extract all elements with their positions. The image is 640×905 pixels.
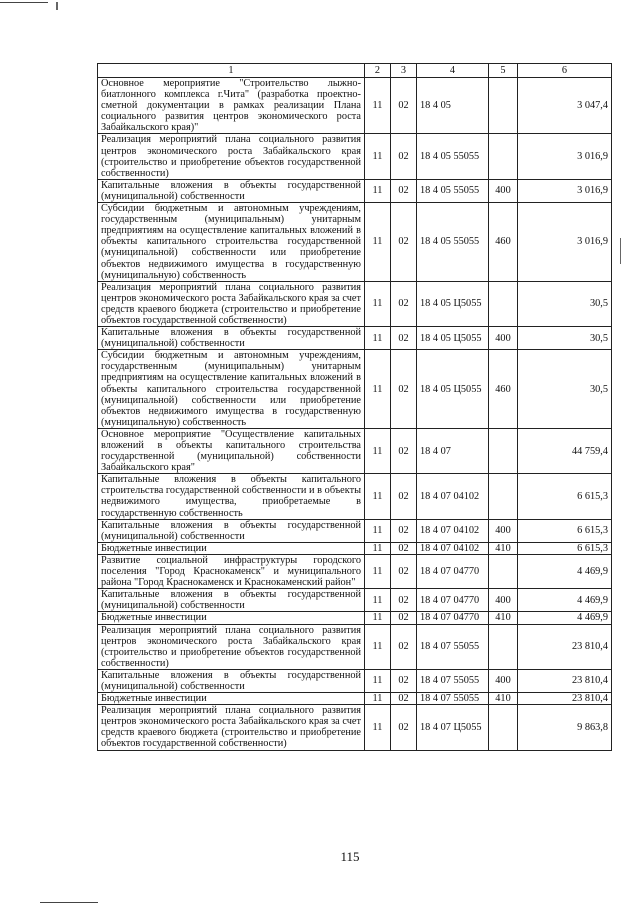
table-row — [98, 281, 612, 326]
row-section-cell: 11 — [365, 428, 391, 473]
row-expense-type-cell — [489, 474, 518, 519]
table-row — [98, 693, 612, 705]
row-section-cell: 11 — [365, 554, 391, 588]
row-expense-type-cell: 460 — [489, 350, 518, 429]
row-subsection-cell: 02 — [391, 327, 417, 350]
table-row — [98, 179, 612, 202]
row-name-cell: Капитальные вложения в объекты государственной (муниципальной) собственности — [98, 327, 365, 350]
row-amount-cell: 3 047,4 — [518, 78, 612, 134]
header-col-3: 3 — [391, 64, 417, 78]
row-expense-type-cell — [489, 134, 518, 179]
row-amount-cell: 44 759,4 — [518, 428, 612, 473]
row-target-code-cell: 18 4 07 04102 — [417, 474, 489, 519]
row-section-cell: 11 — [365, 350, 391, 429]
row-amount-cell: 23 810,4 — [518, 693, 612, 705]
table-row — [98, 519, 612, 542]
table-row — [98, 78, 612, 134]
table-header-row — [98, 64, 612, 78]
row-section-cell: 11 — [365, 612, 391, 624]
row-name-cell: Субсидии бюджетным и автономным учреждениям, государственным (муниципальным) унитарным предприятиям на осуществление капитальных вложений в объекты капитального строительства государственной (муниципальной) собственности или приобретение объектов недвижимого имущества в государственную (муниципальную) собственность — [98, 203, 365, 282]
header-col-2: 2 — [365, 64, 391, 78]
table-row — [98, 134, 612, 179]
header-col-1: 1 — [98, 64, 365, 78]
row-subsection-cell: 02 — [391, 705, 417, 750]
row-amount-cell: 4 469,9 — [518, 589, 612, 612]
row-amount-cell: 3 016,9 — [518, 134, 612, 179]
row-name-cell: Капитальные вложения в объекты государственной (муниципальной) собственности — [98, 519, 365, 542]
table-row — [98, 669, 612, 692]
header-col-4: 4 — [417, 64, 489, 78]
page-number: 115 — [340, 849, 360, 864]
row-expense-type-cell: 400 — [489, 327, 518, 350]
table-row — [98, 327, 612, 350]
row-section-cell: 11 — [365, 78, 391, 134]
row-subsection-cell: 02 — [391, 612, 417, 624]
row-expense-type-cell — [489, 428, 518, 473]
table-row — [98, 612, 612, 624]
row-subsection-cell: 02 — [391, 78, 417, 134]
row-target-code-cell: 18 4 07 04102 — [417, 542, 489, 554]
row-subsection-cell: 02 — [391, 350, 417, 429]
row-section-cell: 11 — [365, 624, 391, 669]
row-target-code-cell: 18 4 05 55055 — [417, 134, 489, 179]
row-subsection-cell: 02 — [391, 589, 417, 612]
scan-edge-mark — [0, 2, 48, 3]
row-name-cell: Капитальные вложения в объекты государственной (муниципальной) собственности — [98, 589, 365, 612]
scan-edge-mark — [56, 2, 58, 10]
row-expense-type-cell: 400 — [489, 589, 518, 612]
row-target-code-cell: 18 4 07 Ц5055 — [417, 705, 489, 750]
row-target-code-cell: 18 4 05 Ц5055 — [417, 327, 489, 350]
row-target-code-cell: 18 4 05 Ц5055 — [417, 350, 489, 429]
row-name-cell: Бюджетные инвестиции — [98, 542, 365, 554]
table-row — [98, 350, 612, 429]
row-subsection-cell: 02 — [391, 134, 417, 179]
row-name-cell: Бюджетные инвестиции — [98, 612, 365, 624]
row-name-cell: Основное мероприятие "Строительство лыжно-биатлонного комплекса г.Чита" (разработка проектно-сметной документации в рамках реализации Плана социального развития центров экономического роста Забайкальского края)" — [98, 78, 365, 134]
row-amount-cell: 3 016,9 — [518, 179, 612, 202]
table-row — [98, 705, 612, 750]
row-section-cell: 11 — [365, 134, 391, 179]
row-expense-type-cell — [489, 554, 518, 588]
row-subsection-cell: 02 — [391, 428, 417, 473]
row-expense-type-cell: 460 — [489, 203, 518, 282]
row-amount-cell: 4 469,9 — [518, 612, 612, 624]
row-amount-cell: 6 615,3 — [518, 542, 612, 554]
row-target-code-cell: 18 4 07 55055 — [417, 669, 489, 692]
header-col-5: 5 — [489, 64, 518, 78]
row-target-code-cell: 18 4 07 04770 — [417, 612, 489, 624]
row-name-cell: Реализация мероприятий плана социального развития центров экономического роста Забайкальского края за счет средств краевого бюджета (строительство и приобретение объектов государственной собственности) — [98, 705, 365, 750]
row-target-code-cell: 18 4 07 04770 — [417, 554, 489, 588]
row-subsection-cell: 02 — [391, 474, 417, 519]
table-row — [98, 624, 612, 669]
row-target-code-cell: 18 4 05 55055 — [417, 179, 489, 202]
row-amount-cell: 30,5 — [518, 327, 612, 350]
row-section-cell: 11 — [365, 542, 391, 554]
row-subsection-cell: 02 — [391, 519, 417, 542]
row-target-code-cell: 18 4 07 55055 — [417, 624, 489, 669]
row-name-cell: Реализация мероприятий плана социального развития центров экономического роста Забайкальского края за счет средств краевого бюджета (строительство и приобретение объектов государственной собственности) — [98, 281, 365, 326]
row-section-cell: 11 — [365, 693, 391, 705]
row-expense-type-cell: 410 — [489, 542, 518, 554]
row-subsection-cell: 02 — [391, 693, 417, 705]
row-amount-cell: 6 615,3 — [518, 474, 612, 519]
row-target-code-cell: 18 4 07 04102 — [417, 519, 489, 542]
table-row — [98, 203, 612, 282]
row-section-cell: 11 — [365, 669, 391, 692]
row-amount-cell: 23 810,4 — [518, 669, 612, 692]
row-section-cell: 11 — [365, 589, 391, 612]
row-section-cell: 11 — [365, 203, 391, 282]
row-expense-type-cell — [489, 281, 518, 326]
row-amount-cell: 30,5 — [518, 350, 612, 429]
row-name-cell: Реализация мероприятий плана социального развития центров экономического роста Забайкальского края (строительство и приобретение объектов государственной собственности) — [98, 624, 365, 669]
row-name-cell: Бюджетные инвестиции — [98, 693, 365, 705]
row-section-cell: 11 — [365, 179, 391, 202]
row-subsection-cell: 02 — [391, 542, 417, 554]
scan-edge-mark — [620, 238, 621, 264]
row-amount-cell: 3 016,9 — [518, 203, 612, 282]
row-subsection-cell: 02 — [391, 669, 417, 692]
row-subsection-cell: 02 — [391, 554, 417, 588]
row-amount-cell: 4 469,9 — [518, 554, 612, 588]
row-expense-type-cell: 400 — [489, 519, 518, 542]
row-expense-type-cell — [489, 705, 518, 750]
table-row — [98, 589, 612, 612]
row-subsection-cell: 02 — [391, 624, 417, 669]
row-target-code-cell: 18 4 07 — [417, 428, 489, 473]
row-name-cell: Основное мероприятие "Осуществление капитальных вложений в объекты капитального строительства государственной (муниципальной) собственности Забайкальского края" — [98, 428, 365, 473]
table-row — [98, 554, 612, 588]
row-subsection-cell: 02 — [391, 203, 417, 282]
row-name-cell: Реализация мероприятий плана социального развития центров экономического роста Забайкальского края (строительство и приобретение объектов государственной собственности) — [98, 134, 365, 179]
table-row — [98, 474, 612, 519]
budget-table — [97, 63, 612, 751]
row-section-cell: 11 — [365, 327, 391, 350]
row-name-cell: Капитальные вложения в объекты капитального строительства государственной собственности и в объекты недвижимого имущества, приобретаемые в государственную собственность — [98, 474, 365, 519]
scan-edge-mark — [40, 902, 98, 903]
row-name-cell: Субсидии бюджетным и автономным учреждениям, государственным (муниципальным) унитарным предприятиям на осуществление капитальных вложений в объекты капитального строительства государственной (муниципальной) собственности или приобретение объектов недвижимого имущества в государственную (муниципальную) собственность — [98, 350, 365, 429]
row-amount-cell: 30,5 — [518, 281, 612, 326]
row-name-cell: Капитальные вложения в объекты государственной (муниципальной) собственности — [98, 179, 365, 202]
row-target-code-cell: 18 4 05 Ц5055 — [417, 281, 489, 326]
row-target-code-cell: 18 4 07 55055 — [417, 693, 489, 705]
row-name-cell: Развитие социальной инфраструктуры городского поселения "Город Краснокаменск" и муниципального района "Город Краснокаменск и Краснокаменский район" — [98, 554, 365, 588]
row-section-cell: 11 — [365, 705, 391, 750]
row-section-cell: 11 — [365, 519, 391, 542]
row-amount-cell: 9 863,8 — [518, 705, 612, 750]
header-col-6: 6 — [518, 64, 612, 78]
row-expense-type-cell — [489, 78, 518, 134]
row-subsection-cell: 02 — [391, 281, 417, 326]
row-expense-type-cell: 410 — [489, 693, 518, 705]
row-expense-type-cell: 400 — [489, 179, 518, 202]
row-subsection-cell: 02 — [391, 179, 417, 202]
row-section-cell: 11 — [365, 474, 391, 519]
row-target-code-cell: 18 4 05 — [417, 78, 489, 134]
table-row — [98, 542, 612, 554]
row-expense-type-cell: 400 — [489, 669, 518, 692]
row-target-code-cell: 18 4 05 55055 — [417, 203, 489, 282]
row-expense-type-cell: 410 — [489, 612, 518, 624]
row-expense-type-cell — [489, 624, 518, 669]
table-row — [98, 428, 612, 473]
row-amount-cell: 6 615,3 — [518, 519, 612, 542]
row-amount-cell: 23 810,4 — [518, 624, 612, 669]
row-target-code-cell: 18 4 07 04770 — [417, 589, 489, 612]
row-section-cell: 11 — [365, 281, 391, 326]
row-name-cell: Капитальные вложения в объекты государственной (муниципальной) собственности — [98, 669, 365, 692]
